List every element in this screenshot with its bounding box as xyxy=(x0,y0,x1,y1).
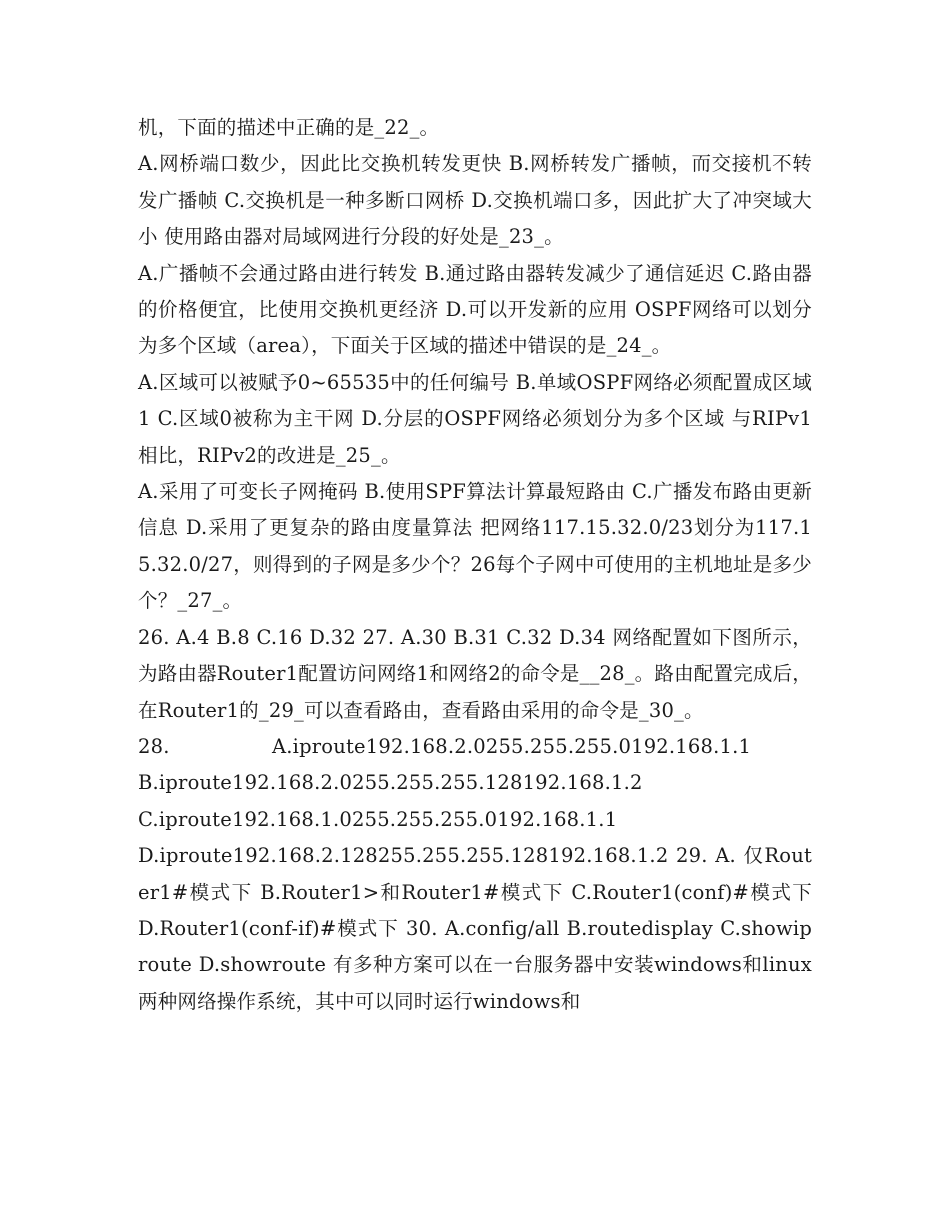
paragraph-7: 28. A.iproute192.168.2.0255.255.255.0192.168.1.1 xyxy=(138,734,752,758)
paragraph-5: A.采用了可变长子网掩码 B.使用SPF算法计算最短路由 C.广播发布路由更新信息 D.采用了更复杂的路由度量算法 把网络117.15.32.0/23划分为117.15.32.0/27，则得到的子网是多少个？26每个子网中可使用的主机地址是多少个？_27_。 xyxy=(138,480,812,613)
paragraph-2: A.网桥端口数少，因此比交换机转发更快 B.网桥转发广播帧，而交接机不转发广播帧 C.交换机是一种多断口网桥 D.交换机端口多，因此扩大了冲突域大小 使用路由器对局域网进行分段的好处是_23_。 xyxy=(138,152,812,249)
paragraph-8: B.iproute192.168.2.0255.255.255.128192.168.1.2 xyxy=(138,771,643,795)
paragraph-3: A.广播帧不会通过路由进行转发 B.通过路由器转发减少了通信延迟 C.路由器的价格便宜，比使用交换机更经济 D.可以开发新的应用 OSPF网络可以划分为多个区域（area），下面关于区域的描述中错误的是_24_。 xyxy=(138,261,812,358)
paragraph-6: 26. A.4 B.8 C.16 D.32 27. A.30 B.31 C.32 D.34 网络配置如下图所示，为路由器Router1配置访问网络1和网络2的命令是__28_。路由配置完成后，在Router1的_29_可以查看路由，查看路由采用的命令是_30_。 xyxy=(138,625,812,722)
paragraph-1: 机，下面的描述中正确的是_22_。 xyxy=(138,116,440,139)
paragraph-9: C.iproute192.168.1.0255.255.255.0192.168.1.1 xyxy=(138,807,618,831)
paragraph-10: D.iproute192.168.2.128255.255.255.128192.168.1.2 29. A. 仅Router1#模式下 B.Router1>和Router1#模式下 C.Router1(conf)#模式下 D.Router1(conf-if)#模式下 30. A.config/all B.routedisplay C.showiproute D.showroute 有多种方案可以在一台服务器中安装windows和linux两种网络操作系统，其中可以同时运行windows和 xyxy=(138,844,812,1013)
paragraph-4: A.区域可以被赋予0~65535中的任何编号 B.单域OSPF网络必须配置成区域1 C.区域0被称为主干网 D.分层的OSPF网络必须划分为多个区域 与RIPv1相比，RIPv2的改进是_25_。 xyxy=(138,370,812,467)
